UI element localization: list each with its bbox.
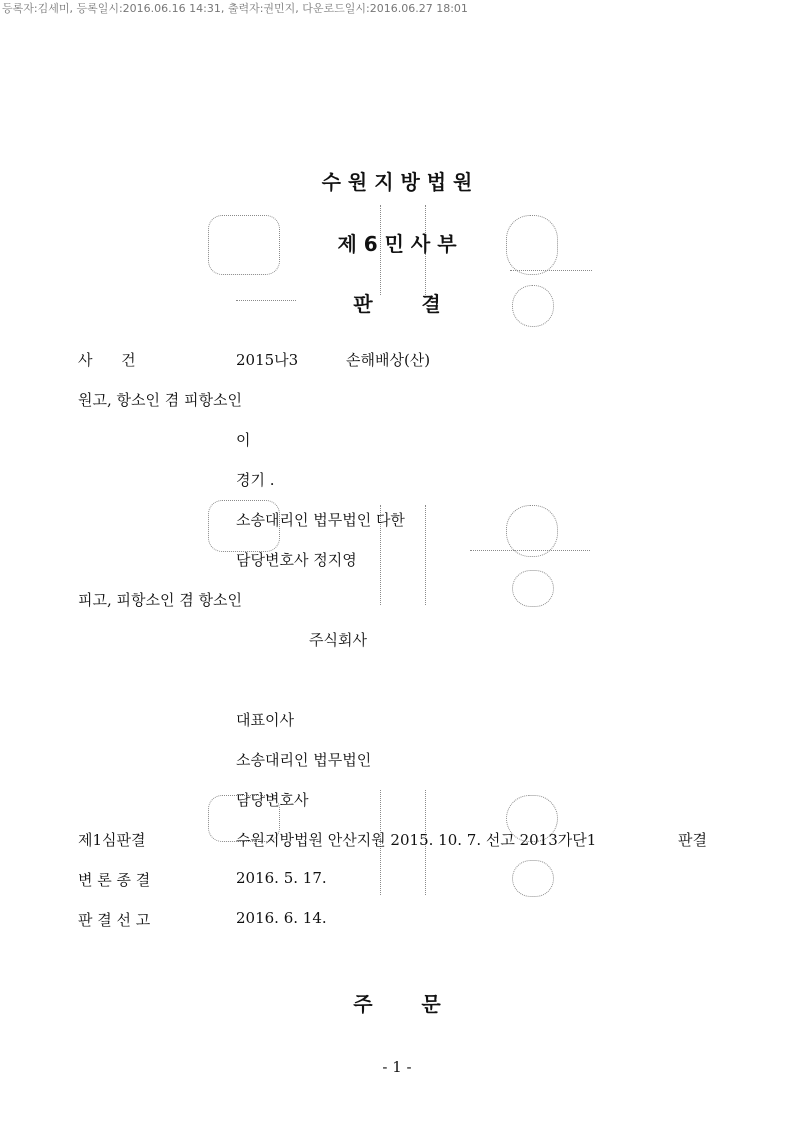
page-number: - 1 - (382, 1058, 412, 1076)
plaintiff-name: 이 (236, 431, 251, 449)
court-name: 수 원 지 방 법 원 (321, 170, 473, 194)
defendant-name: 주식회사 (309, 631, 367, 649)
document-metadata-header: 등록자:김세미, 등록일시:2016.06.16 14:31, 출력자:권민지, 다운로드일시:2016.06.27 18:01 (2, 2, 468, 15)
sentence-date: 2016. 6. 14. (236, 909, 327, 927)
division-name: 제 6 민 사 부 (337, 232, 457, 256)
case-name: 손해배상(산) (346, 351, 431, 369)
plaintiff-label: 원고, 항소인 겸 피항소인 (78, 391, 242, 409)
case-number: 2015나3 (236, 351, 299, 369)
plaintiff-address: 경기 . (236, 471, 275, 489)
defendant-label: 피고, 피항소인 겸 항소인 (78, 591, 242, 609)
first-instance-label: 제1심판결 (78, 831, 146, 849)
defendant-counsel: 소송대리인 법무법인 (236, 751, 372, 769)
first-instance-value: 수원지방법원 안산지원 2015. 10. 7. 선고 2013가단1 (236, 831, 597, 849)
closing-date: 2016. 5. 17. (236, 869, 327, 887)
plaintiff-lawyer: 담당변호사 정지영 (236, 551, 357, 569)
case-label: 사 건 (78, 351, 136, 369)
defendant-representative: 대표이사 (236, 711, 294, 729)
first-instance-suffix: 판결 (678, 831, 707, 849)
sentence-label: 판 결 선 고 (78, 911, 151, 929)
plaintiff-counsel: 소송대리인 법무법인 다한 (236, 511, 405, 529)
document-type: 판 결 (353, 292, 441, 316)
closing-label: 변 론 종 결 (78, 871, 151, 889)
main-text-heading: 주 문 (353, 992, 441, 1016)
defendant-lawyer: 담당변호사 (236, 791, 309, 809)
